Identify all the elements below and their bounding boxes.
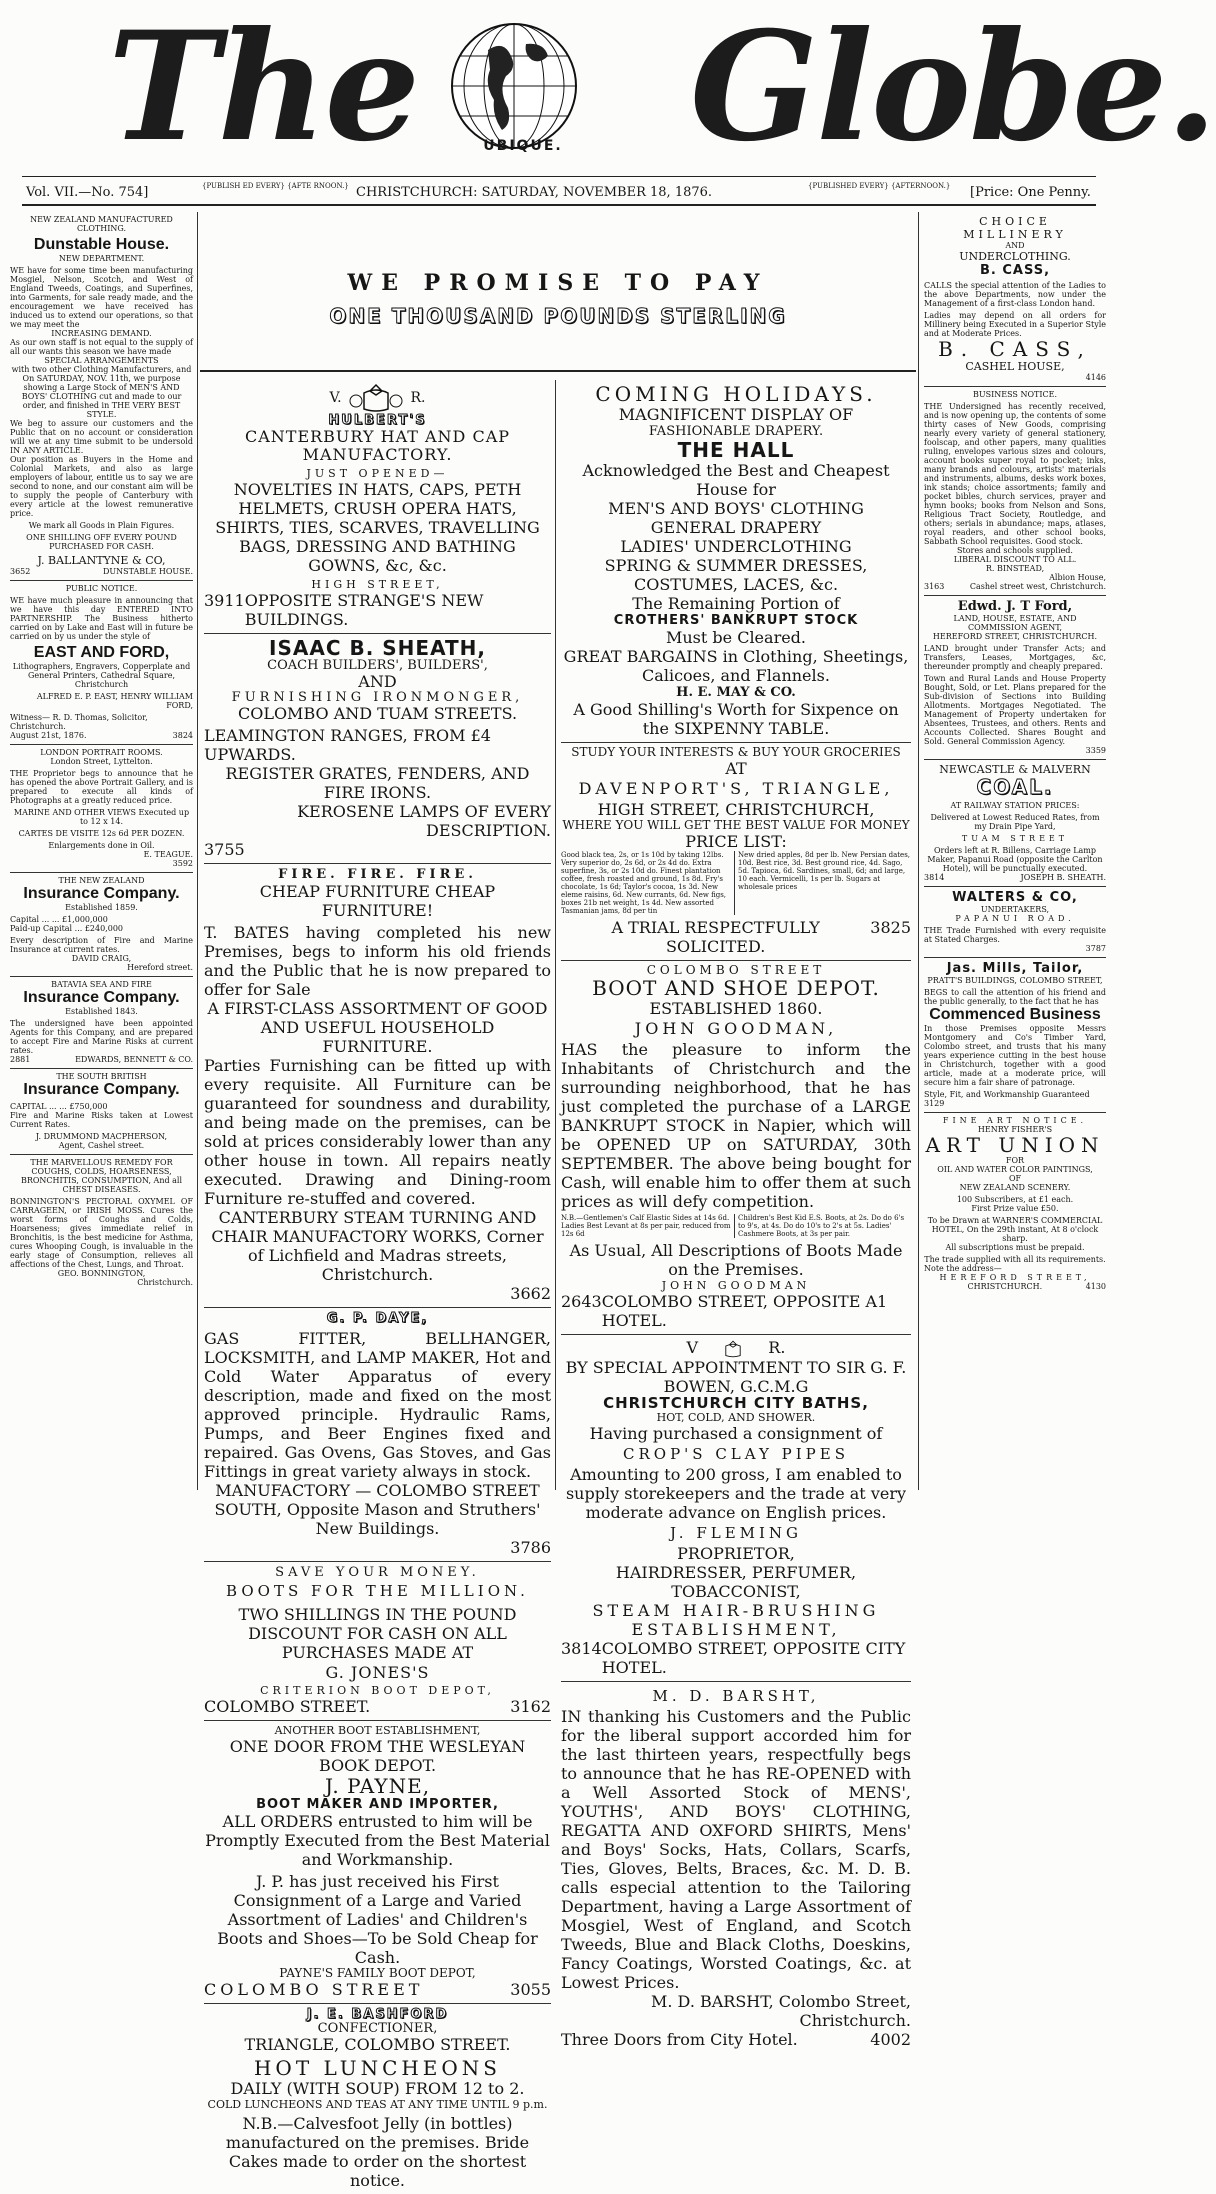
ad-firm-name: Jas. Mills, Tailor, (946, 961, 1084, 976)
ad-body: Orders left at R. Billens, Carriage Lamp Maker, Papanui Road (opposite the Carlton Hotel), will be punctually executed. (927, 846, 1103, 873)
ad-number: 2881 (10, 1055, 31, 1064)
ad-body: 100 Subscribers, at £1 each. (956, 1195, 1074, 1204)
ad-address: Hereford street. (127, 963, 193, 972)
ad-signature: DAVID CRAIG, (71, 954, 132, 963)
ad-address: COLOMBO AND TUAM STREETS. (237, 704, 518, 723)
ad-address: CHRISTCHURCH. (967, 1282, 1043, 1291)
ad-body: LAND brought under Transfer Acts; and Transfers, Leases, Mortgages, &c, thereunder promptly and cheaply prepared. (924, 644, 1106, 671)
ad-title: Insurance Company. (23, 989, 180, 1006)
ad-title: FASHIONABLE DRAPERY. (648, 424, 824, 439)
ad-subtitle: MAGNIFICENT DISPLAY OF (618, 405, 854, 424)
ad-firm-name: B. CASS, (979, 263, 1051, 278)
ad-title: FURNISHING IRONMONGER, (231, 690, 524, 705)
ad-subtitle: CHEAP FURNITURE CHEAP FURNITURE! (259, 882, 496, 920)
ad-body: Must be Cleared. (665, 628, 807, 647)
ad-number: 3359 (1085, 746, 1106, 755)
ad-address: Agent, Cashel street. (58, 1141, 145, 1150)
ad-batavia-insurance (10, 977, 193, 1069)
ad-firm-name: THE HALL (677, 438, 795, 462)
ad-body: MARINE AND OTHER VIEWS Executed up to 12 x 14. (13, 808, 190, 826)
ad-title: Insurance Company. (23, 885, 180, 902)
ad-subtitle: Established 1843. (65, 1007, 138, 1016)
ad-body: Our position as Buyers in the Home and Colonial Markets, and also as large employers of labour, entitle us to say we are second to none, and our constant aim will be to supply the people of Canterbury with every article at the lowest remunerative price. (10, 455, 193, 518)
ad-firm-name: DAVENPORT'S, TRIANGLE, (578, 779, 894, 798)
ad-address: PRATT'S BUILDINGS, COLOMBO STREET, (927, 976, 1103, 985)
ad-witness: Witness— R. D. Thomas, Solicitor, Christchurch. (10, 713, 148, 731)
ad-subtitle: ONE DOOR FROM THE WESLEYAN BOOK DEPOT. (229, 1737, 526, 1775)
ad-body: A Good Shilling's Worth for Sixpence on the SIXPENNY TABLE. (573, 700, 899, 738)
ad-address: HIGH STREET, (311, 578, 444, 591)
ad-emphasis: ONE SHILLING OFF EVERY POUND PURCHASED FOR CASH. (26, 533, 177, 551)
ad-firm-name: Edwd. J. T Ford, (957, 599, 1073, 614)
ad-number: 2643 (561, 1292, 602, 1311)
ad-gp-daye (204, 1308, 551, 1562)
ad-address: COLOMBO STREET. (204, 1697, 371, 1716)
ad-firm-name: JOHN GOODMAN, (634, 1019, 838, 1038)
ad-number: 3755 (204, 840, 245, 859)
ad-address: TUAM STREET (961, 834, 1069, 843)
ad-subtitle: AT RAILWAY STATION PRICES: (950, 801, 1080, 810)
ad-walters-undertakers (924, 887, 1106, 958)
ad-isaac-sheath (204, 634, 551, 864)
ad-address: OPPOSITE STRANGE'S NEW BUILDINGS. (244, 591, 484, 629)
ad-number: 3055 (510, 1980, 551, 1999)
royal-crest-line (561, 1338, 911, 1358)
royal-crest-line (204, 383, 551, 413)
ad-emphasis: LIBERAL DISCOUNT TO ALL. (953, 555, 1077, 564)
ad-kicker: BATAVIA SEA AND FIRE (51, 980, 152, 989)
ad-newcastle-coal (924, 760, 1106, 887)
ad-bashford-confectioner (204, 2004, 551, 2194)
ad-body: In those Premises opposite Messrs Montgomery and Co's Timber Yard, Colombo street, and trusts that his many years experience cutting in the best house in Christchurch, together with a good article, made at a moderate price, will secure him a fair share of patronage. (924, 1024, 1106, 1087)
ad-title: BOOT MAKER AND IMPORTER, (256, 1797, 499, 1812)
ad-body: Delivered at Lowest Reduced Rates, from my Drain Pipe Yard, (930, 813, 1100, 831)
ad-title: BOOT AND SHOE DEPOT. (592, 976, 880, 1000)
ad-body: Stores and schools supplied. (957, 546, 1073, 555)
ad-title: COMING HOLIDAYS. (595, 382, 877, 406)
ad-number: 4146 (1085, 373, 1106, 382)
center-right-column (557, 380, 915, 2049)
crest-r: R. (410, 390, 426, 406)
ad-line: REGISTER GRATES, FENDERS, AND FIRE IRONS. (225, 764, 530, 802)
ad-body: Enlargements done in Oil. (48, 841, 155, 850)
ad-body: THE Trade Furnished with every requisite at Stated Charges. (924, 926, 1106, 944)
ad-body: Amounting to 200 gross, I am enabled to supply storekeepers and the trade at very moderate advance on English prices. (565, 1464, 907, 1522)
ad-number: 3911 (204, 591, 245, 610)
ad-signature: EDWARDS, BENNETT & CO. (75, 1055, 193, 1064)
ad-signature: GEO. BONNINGTON, (57, 1269, 146, 1278)
masthead-title-the: The (108, 0, 419, 175)
masthead-motto: UBIQUE. (483, 138, 563, 154)
ad-the-hall (561, 380, 911, 743)
ad-address: London Street, Lyttelton. (50, 757, 153, 766)
ad-address: Christchurch. (137, 1278, 193, 1287)
ad-number: 3662 (510, 1284, 551, 1303)
ad-address: HEREFORD STREET, CHRISTCHURCH. (932, 632, 1098, 641)
ad-number: 3652 (10, 567, 31, 576)
ad-g-jones-boots (204, 1562, 551, 1721)
ad-title: HAIRDRESSER, PERFUMER, TOBACCONIST, (615, 1562, 857, 1601)
ad-emphasis: SPECIAL ARRANGEMENTS (44, 356, 159, 365)
ad-body: THE Undersigned has recently received, and is now opening up, the contents of some thirty cases of New Goods, comprising nearly every variety of general stationery, foolscap, and other papers, many qualities ruling, envelopes various sizes and colours, account books super royal to pocket; inks, many brands and colours, artists' materials and instruments, albums, desks work boxes, ink stands; choice assortments; family and pocket bibles, church services, prayer and hymn books; books from Nelson and Sons, Religious Tract Society, Routledge, and others; serials in abundance; maps, atlases, royal readers, and other school books, Sabbath School requisites. Good stock. (924, 402, 1106, 546)
ad-title: ANOTHER BOOT ESTABLISHMENT, (274, 1724, 481, 1737)
ad-title: FIRE. FIRE. FIRE. (278, 867, 477, 882)
ad-body: CALLS the special attention of the Ladies to the above Departments, now under the Management of a first-class London hand. (924, 281, 1106, 308)
ad-bonnington-remedy (10, 1155, 193, 1291)
ad-body: A FIRST-CLASS ASSORTMENT OF GOOD AND USEFUL HOUSEHOLD FURNITURE. (207, 999, 548, 1056)
ad-signature: ALFRED E. P. EAST, HENRY WILLIAM FORD, (36, 692, 193, 710)
ad-body: Note the address— (924, 1264, 1002, 1273)
ad-capital: Capital ... ... £1,000,000 (10, 915, 108, 924)
ad-line: SPRING & SUMMER DRESSES, COSTUMES, LACES, &c. (604, 556, 868, 594)
ad-subtitle: JUST OPENED— (306, 467, 449, 480)
ad-title: SAVE YOUR MONEY. (275, 1565, 480, 1580)
ad-firm-name: J. E. BASHFORD (306, 2007, 449, 2022)
ad-role: PROPRIETOR, (677, 1543, 795, 1563)
ad-number: 3814 (561, 1638, 602, 1658)
ad-edwd-ford (924, 596, 1106, 760)
ad-fine-art-notice (924, 1113, 1106, 1295)
ad-body: GREAT BARGAINS in Clothing, Sheetings, Calicoes, and Flannels. (563, 647, 909, 685)
ad-davenports-groceries (561, 743, 911, 961)
ad-line: MEN'S AND BOYS' CLOTHING (608, 499, 864, 518)
ad-john-goodman (561, 961, 911, 1335)
ad-subtitle: WHERE YOU WILL GET THE BEST VALUE FOR MONEY (562, 818, 910, 832)
ad-body: GAS FITTER, BELLHANGER, LOCKSMITH, and LAMP MAKER, Hot and Cold Water Apparatus of every description, made and fixed on the most approved principle. Hydraulic Rams, Pumps, and Beer Engines fixed and repaired. Gas Ovens, Gas Stoves, and Gas Fittings in great variety always in stock. (204, 1329, 551, 1481)
price-list-left: Good black tea, 2s, or 1s 10d by taking 12lbs. Very superior do, 2s 6d, or 2s 4d do. Extra superfine, 3s, or 2s 10d do. Finest plantation coffee, fresh roasted and ground, 1s 8d. Fry's chocolate, 1s 6d; Taylor's cocoa, 1s 3d. New eleme raisins, 6d. New currants, 6d. New figs, boxes 21b net weight, 1s 4d. New assorted Tasmanian jams, 8d per tin (561, 851, 727, 915)
ad-body: Ladies may depend on all orders for Millinery being Executed in a Superior Style and at Moderate Prices. (924, 311, 1106, 338)
ad-address: TRIANGLE, COLOMBO STREET. (244, 2035, 511, 2054)
ad-title: PAYNE'S FAMILY BOOT DEPOT, (279, 1966, 476, 1980)
ad-address: COLOMBO STREET (204, 1980, 424, 1999)
dateline: CHRISTCHURCH: SATURDAY, NOVEMBER 18, 1876. (356, 185, 713, 200)
ad-b-cass-millinery (924, 212, 1106, 387)
ad-signature: H. E. MAY & CO. (676, 685, 796, 700)
masthead-title-globe: Globe. (690, 0, 1216, 175)
ad-body: J. P. has just received his First Consignment of a Large and Varied Assortment of Ladies' and Children's Boots and Shoes—To be Sold Cheap for Cash. (217, 1872, 538, 1967)
ad-firm-name: EAST AND FORD, (33, 644, 170, 661)
ad-signature: B. CASS, (938, 337, 1092, 361)
ad-title: UNDERCLOTHING. (959, 250, 1071, 263)
ad-conjunction: FOR (1005, 1156, 1025, 1165)
ad-title: HOT LUNCHEONS (253, 2056, 502, 2080)
ad-kicker: THE NEW ZEALAND (58, 876, 145, 885)
ad-subtitle: BY SPECIAL APPOINTMENT TO SIR G. F. BOWEN, G.C.M.G (565, 1357, 907, 1396)
ad-body: TWO SHILLINGS IN THE POUND DISCOUNT FOR CASH ON ALL PURCHASES MADE AT (238, 1605, 517, 1662)
ad-number: 3814 (924, 873, 945, 882)
ad-address: DUNSTABLE HOUSE. (102, 567, 193, 576)
ad-line: KEROSENE LAMPS OF EVERY DESCRIPTION. (297, 802, 551, 840)
ad-firm-name: G. P. DAYE, (326, 1311, 429, 1326)
ad-address: HEREFORD STREET, (939, 1273, 1091, 1282)
ad-signature: JOHN GOODMAN (661, 1279, 811, 1292)
ad-kicker: NEW ZEALAND MANUFACTURED CLOTHING. (30, 215, 173, 233)
publish-note-left: {PUBLISH ED EVERY} {AFTE RNOON.} (202, 182, 349, 190)
ad-body: WE have much pleasure in announcing that we have this day ENTERED INTO PARTNERSHIP. The Business hitherto carried on by Lake and East will in future be carried on by us under the style of (10, 596, 193, 641)
price-list-right: New dried apples, 8d per lb. New Persian dates, 10d. Best rice, 3d. Best ground rice, 4d. Sago, 5d. Tapioca, 6d. Sardines, small, 6d; and large, 10 each. Vermicelli, 1s per lb. Sugars at wholesale prices (734, 851, 911, 915)
ad-nz-insurance (10, 873, 193, 977)
ad-subtitle: Established 1859. (65, 903, 138, 912)
ad-subtitle: HOT, COLD, AND SHOWER. (656, 1410, 816, 1424)
ad-line: LADIES' UNDERCLOTHING (620, 537, 852, 556)
ad-firm-name: COAL. (976, 775, 1054, 799)
ad-signature: J. BALLANTYNE & CO, (37, 554, 166, 567)
ad-firm-name: ART UNION (925, 1133, 1105, 1157)
ad-body: BEGS to call the attention of his friend and the public generally, to the fact that he has (924, 988, 1106, 1006)
ad-conjunction: AND (1005, 241, 1025, 250)
ad-line: GENERAL DRAPERY (650, 518, 822, 537)
promise-line-2: ONE THOUSAND POUNDS STERLING (329, 304, 787, 328)
promise-banner (200, 212, 916, 372)
right-column (918, 212, 1106, 1490)
ad-body: N.B.—Calvesfoot Jelly (in bottles) manufactured on the premises. Bride Cakes made to order on the shortest notice. (225, 2114, 530, 2190)
ad-body: BONNINGTON'S PECTORAL OXYMEL OF CARRAGEEN, or IRISH MOSS. Cures the worst forms of Coughs and Colds, Hoarseness; gives immediate relief in Bronchitis, is the best medicine for Asthma, cures Whooping Cough, is invaluable in the early stage of Consumption, relieves all affections of the Chest, Lungs, and Throat. (10, 1197, 193, 1269)
ad-public-notice (10, 581, 193, 745)
ad-firm-name: G. JONES'S (325, 1663, 430, 1682)
ad-title: CRITERION BOOT DEPOT, (260, 1684, 495, 1697)
ad-body: We mark all Goods in Plain Figures. (28, 521, 175, 530)
ad-address: Cashel street west, Christchurch. (969, 582, 1106, 591)
issue-info-bar (22, 176, 1096, 206)
ad-body: T. BATES having completed his new Premises, begs to inform his old friends and the Public that he is now prepared to offer for Sale (204, 923, 551, 999)
ad-firm-name: HULBERT'S (328, 413, 427, 428)
ad-signature: JOSEPH B. SHEATH. (1020, 873, 1106, 882)
ad-title: Commenced Business (929, 1006, 1101, 1023)
ad-subtitle: DAILY (WITH SOUP) FROM 12 to 2. (230, 2079, 525, 2098)
ad-body: Acknowledged the Best and Cheapest House for (582, 461, 890, 499)
boot-price-list (561, 1214, 911, 1238)
ad-jas-mills-tailor (924, 958, 1106, 1113)
royal-crest-icon (703, 1340, 763, 1358)
ad-body: HAS the pleasure to inform the Inhabitants of Christchurch and the surrounding neighborhood, that he has just completed the purchase of a LARGE BANKRUPT STOCK in Napier, which will be OPENED UP on SATURDAY, 30th SEPTEMBER. The above being bought for Cash, will enable him to offer them at such prices as will defy competition. (561, 1040, 911, 1211)
ad-address: COLOMBO STREET, OPPOSITE A1 HOTEL. (601, 1292, 888, 1330)
ad-number: 3592 (172, 859, 193, 868)
ad-number: 3825 (870, 918, 911, 937)
ad-body: ALL ORDERS entrusted to him will be Promptly Executed from the Best Material and Workmanship. (205, 1812, 550, 1869)
ad-subtitle: HENRY FISHER'S (977, 1125, 1053, 1134)
ad-number: 3163 (924, 582, 945, 591)
ad-dunstable-house (10, 212, 193, 581)
ad-number: 3786 (510, 1538, 551, 1557)
ad-conjunction: AT (725, 759, 747, 778)
ad-emphasis: INCREASING DEMAND. (51, 329, 152, 338)
ad-subtitle: NEW ZEALAND SCENERY. (959, 1183, 1071, 1192)
center-left-column (200, 380, 556, 2190)
ad-title: CONFECTIONER, (317, 2021, 438, 2036)
volume-number: Vol. VII.—No. 754] (26, 185, 149, 200)
ad-body: NOVELTIES IN HATS, CAPS, PETH HELMETS, CRUSH OPERA HATS, SHIRTS, TIES, SCARVES, TRAVELLING BAGS, DRESSING AND BATHING GOWNS, &c, &c. (215, 480, 540, 575)
ad-title: BOOTS FOR THE MILLION. (226, 1582, 529, 1600)
ad-number: 4002 (870, 2029, 911, 2049)
price: [Price: One Penny. (970, 185, 1091, 200)
ad-title: CROTHERS' BANKRUPT STOCK (613, 613, 859, 628)
ad-body: Parties Furnishing can be fitted up with every requisite. All Furniture can be guaranteed for soundness and durability, and being made on the premises, can be sold at prices considerably lower than any other house in town. All repairs neatly executed. Drawing and Dining-room Furniture re-stuffed and covered. (204, 1056, 551, 1208)
boot-prices-right: Children's Best Kid E.S. Boots, at 2s. Do do 6's to 9's, at 4s. Do do 10's to 2's at 5s. Ladies' Cashmere Boots, at 3s per pair. (734, 1214, 911, 1238)
ad-title: FINE ART NOTICE. (942, 1116, 1088, 1125)
ad-christchurch-city-baths (561, 1335, 911, 1682)
ad-title: LONDON PORTRAIT ROOMS. (40, 748, 163, 757)
ad-body: The undersigned have been appointed Agents for this Company, and are prepared to accept Fire and Marine Risks at current rates. (10, 1019, 193, 1055)
ad-body: The trade supplied with all its requirements. (924, 1255, 1106, 1264)
ad-title: BUSINESS NOTICE. (972, 390, 1058, 399)
ad-body: To be Drawn at WARNER'S COMMERCIAL HOTEL, On the 29th instant, At 8 o'clock sharp. (927, 1216, 1103, 1243)
ad-title: Insurance Company. (23, 1081, 180, 1098)
left-column (10, 212, 198, 1490)
promise-line-1: WE PROMISE TO PAY (347, 270, 769, 296)
ad-address: CASHEL HOUSE, (965, 360, 1065, 373)
ad-south-british-insurance (10, 1069, 193, 1155)
ad-body: WE have for some time been manufacturing Mosgiel, Nelson, Scotch, and West of England Tweeds, Coatings, and Superfines, into Garments, for sale ready made, and the encouragement we have received has induced us to extend our operations, so that we may meet the (10, 266, 193, 329)
ad-address: Albion House, (1049, 573, 1106, 582)
ad-number: 3162 (510, 1697, 551, 1716)
ad-binstead-business-notice (924, 387, 1106, 596)
crest-v: V (686, 1338, 699, 1357)
ad-hulberts-hats (204, 380, 551, 634)
ad-line: LEAMINGTON RANGES, FROM £4 UPWARDS. (204, 726, 491, 764)
publish-note-right: {PUBLISHED EVERY} {AFTERNOON.} (808, 182, 951, 190)
ad-address: COLOMBO STREET, OPPOSITE CITY HOTEL. (601, 1638, 906, 1677)
ad-title: PUBLIC NOTICE. (65, 584, 138, 593)
boot-prices-left: N.B.—Gentlemen's Calf Elastic Sides at 14s 6d. Ladies Best Levant at 8s per pair, reduced from 12s 6d (561, 1214, 731, 1238)
ad-body: Style, Fit, and Workmanship Guaranteed (924, 1090, 1090, 1099)
ad-title: THE MARVELLOUS REMEDY FOR COUGHS, COLDS, HOARSENESS, BRONCHITIS, CONSUMPTION, And all CHEST DISEASES. (20, 1158, 183, 1194)
ad-signature: M. D. BARSHT, Colombo Street, Christchurch. (651, 1991, 911, 2030)
ad-title: CROP'S CLAY PIPES (623, 1444, 849, 1463)
ad-signature: J. FLEMING (669, 1523, 803, 1542)
ad-subtitle: PRICE LIST: (685, 832, 787, 851)
ad-capital: CAPITAL ... ... £750,000 (10, 1102, 108, 1111)
ad-subtitle: NEW DEPARTMENT. (58, 254, 145, 263)
ad-address: HIGH STREET, CHRISTCHURCH, (597, 800, 875, 819)
ad-address: Three Doors from City Hotel. (561, 2029, 798, 2049)
ad-number: 4130 (1085, 1282, 1106, 1291)
ad-md-barsht (561, 1682, 911, 2053)
ad-title: NEWCASTLE & MALVERN (939, 763, 1091, 776)
ad-body: Town and Rural Lands and House Property Bought, Sold, or Let. Plans prepared for the Sub-division of Sections into Building Allotments. Mortgages Negotiated. The Management of Property undertaken for Absentees, Trustees, and others. Rents and Accounts Collected. Shares Bought and Sold. General Commission Agency. (924, 674, 1106, 746)
ad-role: UNDERTAKERS, (980, 905, 1050, 914)
ad-body: Having purchased a consignment of (589, 1423, 883, 1443)
ad-number: 3787 (1085, 944, 1106, 953)
royal-crest-icon (346, 383, 406, 413)
ad-body: CANTERBURY STEAM TURNING AND CHAIR MANUFACTORY WORKS, Corner of Lichfield and Madras streets, Christchurch. (211, 1208, 544, 1284)
ad-title: CHOICE MILLINERY (963, 215, 1067, 241)
ad-body: We beg to assure our customers and the Public that on no account or consideration will we at any time submit to be undersold IN ANY ARTICLE. (10, 419, 193, 455)
ad-firm-name: ISAAC B. SHEATH, (269, 636, 486, 660)
ad-address: PAPANUI ROAD. (955, 914, 1075, 923)
ad-title: COACH BUILDERS', BUILDERS', (267, 658, 488, 673)
crest-v: V. (329, 390, 342, 406)
ad-body: As Usual, All Descriptions of Boots Made on the Premises. (569, 1241, 903, 1279)
ad-signature: J. DRUMMOND MACPHERSON, (35, 1132, 168, 1141)
ad-title: STUDY YOUR INTERESTS & BUY YOUR GROCERIES (571, 745, 901, 759)
ad-body: A TRIAL RESPECTFULLY SOLICITED. (611, 918, 820, 956)
ad-firm-name: J. PAYNE, (324, 1774, 431, 1798)
ad-conjunction: AND (358, 672, 397, 691)
ad-title: CANTERBURY HAT AND CAP MANUFACTORY. (244, 427, 511, 464)
ad-firm-name: M. D. BARSHT, (652, 1686, 820, 1705)
ad-subtitle: OIL AND WATER COLOR PAINTINGS, (937, 1165, 1093, 1174)
ad-number: 3824 (172, 731, 193, 740)
globe-icon (448, 20, 580, 152)
ad-body: IN thanking his Customers and the Public for the liberal support accorded him for the last thirteen years, respectfully begs to announce that he has RE-OPENED with a Well Assorted Stock of MENS', YOUTHS', AND BOYS' CLOTHING, REGATTA AND OXFORD SHIRTS, Mens' and Boys' Socks, Hats, Collars, Scarfs, Ties, Gloves, Belts, Braces, &c. M. D. B. calls especial attention to the Tailoring Department, having a Large Assortment of Mosgiel, West of England, and Scotch Tweeds, Blue and Black Cloths, Doeskins, Fancy Coatings, Worsted Coatings, &c. at Lowest Prices. (561, 1706, 911, 1992)
ad-title: COLOMBO STREET (646, 963, 826, 977)
ad-date: August 21st, 1876. (10, 731, 87, 740)
ad-subtitle: ESTABLISHED 1860. (649, 999, 823, 1018)
ad-body: First Prize value £50. (971, 1204, 1059, 1213)
price-list (561, 851, 911, 915)
ad-title: Dunstable House. (33, 236, 170, 253)
ad-kicker: THE SOUTH BRITISH (56, 1072, 147, 1081)
ad-address: MANUFACTORY — COLOMBO STREET SOUTH, Opposite Mason and Struthers' New Buildings. (214, 1481, 541, 1538)
ad-body: with two other Clothing Manufacturers, and On SATURDAY, NOV. 11th, we purpose showing a Large Stock of MEN'S AND BOYS' CLOTHING cut and made to our order, and finished in THE VERY BEST STYLE. (11, 365, 192, 419)
ad-conjunction: OF (1008, 1174, 1022, 1183)
ad-number: 3129 (924, 1099, 945, 1108)
ad-firm-name: CHRISTCHURCH CITY BATHS, (603, 1393, 869, 1412)
ad-body: Every description of Fire and Marine Insurance at current rates. (10, 936, 193, 954)
ad-london-portrait-rooms (10, 745, 193, 873)
ad-body: THE Proprietor begs to announce that he has opened the above Portrait Gallery, and is prepared to execute all kinds of Photographs at a greatly reduced price. (10, 769, 193, 805)
ad-j-payne-boots (204, 1721, 551, 2004)
ad-capital: Paid-up Capital ... £240,000 (10, 924, 123, 933)
ad-signature: R. BINSTEAD, (985, 564, 1045, 573)
ad-body: As our own staff is not equal to the supply of all our wants this season we have made (10, 338, 193, 356)
ad-subtitle: COLD LUNCHEONS AND TEAS AT ANY TIME UNTIL 9 p.m. (207, 2098, 548, 2111)
ad-title: STEAM HAIR-BRUSHING ESTABLISHMENT, (592, 1600, 880, 1639)
masthead (0, 0, 1216, 175)
ad-body: Lithographers, Engravers, Copperplate and General Printers, Cathedral Square, Christchurch (12, 662, 191, 689)
ad-body: CARTES DE VISITE 12s 6d PER DOZEN. (18, 829, 185, 838)
ad-body: Fire and Marine Risks taken at Lowest Current Rates. (10, 1111, 193, 1129)
ad-body: All subscriptions must be prepaid. (945, 1243, 1085, 1252)
ad-body: The Remaining Portion of (632, 594, 840, 613)
crest-r: R. (768, 1338, 786, 1357)
ad-firm-name: WALTERS & CO, (952, 890, 1078, 905)
ad-role: LAND, HOUSE, ESTATE, AND COMMISSION AGENT, (953, 614, 1077, 632)
ad-signature: E. TEAGUE. (143, 850, 193, 859)
ad-fire-furniture (204, 864, 551, 1308)
